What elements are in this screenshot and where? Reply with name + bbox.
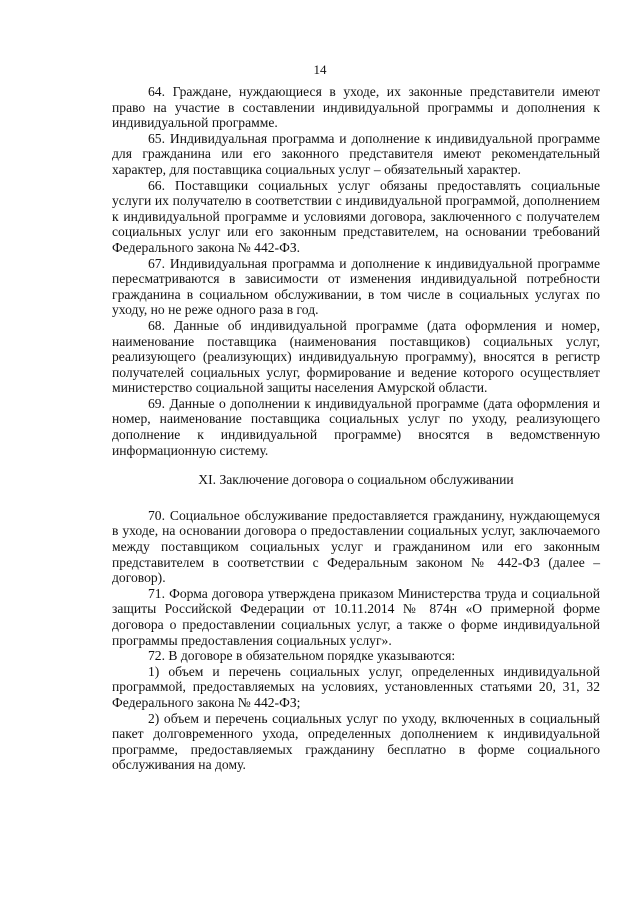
paragraph-68: 68. Данные об индивидуальной программе (дата оформления и номер, наименование поставщика (наименования поставщиков) социальных услуг, реализующего (реализующих) индивидуальную программу), вносятся в регистр получателей социальных услуг, формирование и ведение которого осуществляет министерство социальной защиты населения Амурской области. [112,317,600,396]
paragraph-71: 71. Форма договора утверждена приказом Министерства труда и социальной защиты Российской Федерации от 10.11.2014 № 874н «О примерной форме договора о предоставлении социальных услуг, а также о форме индивидуальной программы предоставления социальных услуг». [112,585,600,648]
list-item-1: 1) объем и перечень социальных услуг, определенных индивидуальной программой, предоставляемых на условиях, установленных статьями 20, 31, 32 Федерального закона № 442-ФЗ; [112,663,600,710]
document-body [112,84,600,773]
list-item-2: 2) объем и перечень социальных услуг по уходу, включенных в социальный пакет долговременного ухода, определенных дополнением к индивидуальной программе, предоставляемых гражданину бесплатно в форме социального обслуживания на дому. [112,710,600,773]
paragraph-66: 66. Поставщики социальных услуг обязаны предоставлять социальные услуги их получателю в соответствии с индивидуальной программой, дополнением к индивидуальной программе и условиями договора, заключенного с получателем социальных услуг или его законным представителем, на основании требований Федерального закона № 442-ФЗ. [112,177,600,255]
paragraph-72: 72. В договоре в обязательном порядке указываются: [148,648,456,664]
paragraph-67: 67. Индивидуальная программа и дополнение к индивидуальной программе пересматриваются в зависимости от изменения индивидуальной потребности гражданина в социальном обслуживании, в том числе в социальных услугах по уходу, но не реже одного раза в год. [112,255,600,318]
paragraph-65: 65. Индивидуальная программа и дополнение к индивидуальной программе для гражданина или его законного представителя имеют рекомендательный характер, для поставщика социальных услуг – обязательный характер. [112,130,600,177]
paragraph-70: 70. Социальное обслуживание предоставляется гражданину, нуждающемуся в уходе, на основании договора о предоставлении социальных услуг, заключаемого между поставщиком социальных услуг и гражданином или его законным представителем в соответствии с Федеральным законом № 442-ФЗ (далее – договор). [112,507,600,586]
section-heading: XI. Заключение договора о социальном обслуживании [198,472,514,488]
paragraph-64: 64. Граждане, нуждающиеся в уходе, их законные представители имеют право на участие в составлении индивидуальной программы и дополнения к индивидуальной программе. [112,84,600,131]
paragraph-69: 69. Данные о дополнении к индивидуальной программе (дата оформления и номер, наименование поставщика социальных услуг по уходу, реализующего дополнение к индивидуальной программе) вносятся в ведомственную информационную систему. [112,395,600,458]
page-number: 14 [313,62,327,77]
